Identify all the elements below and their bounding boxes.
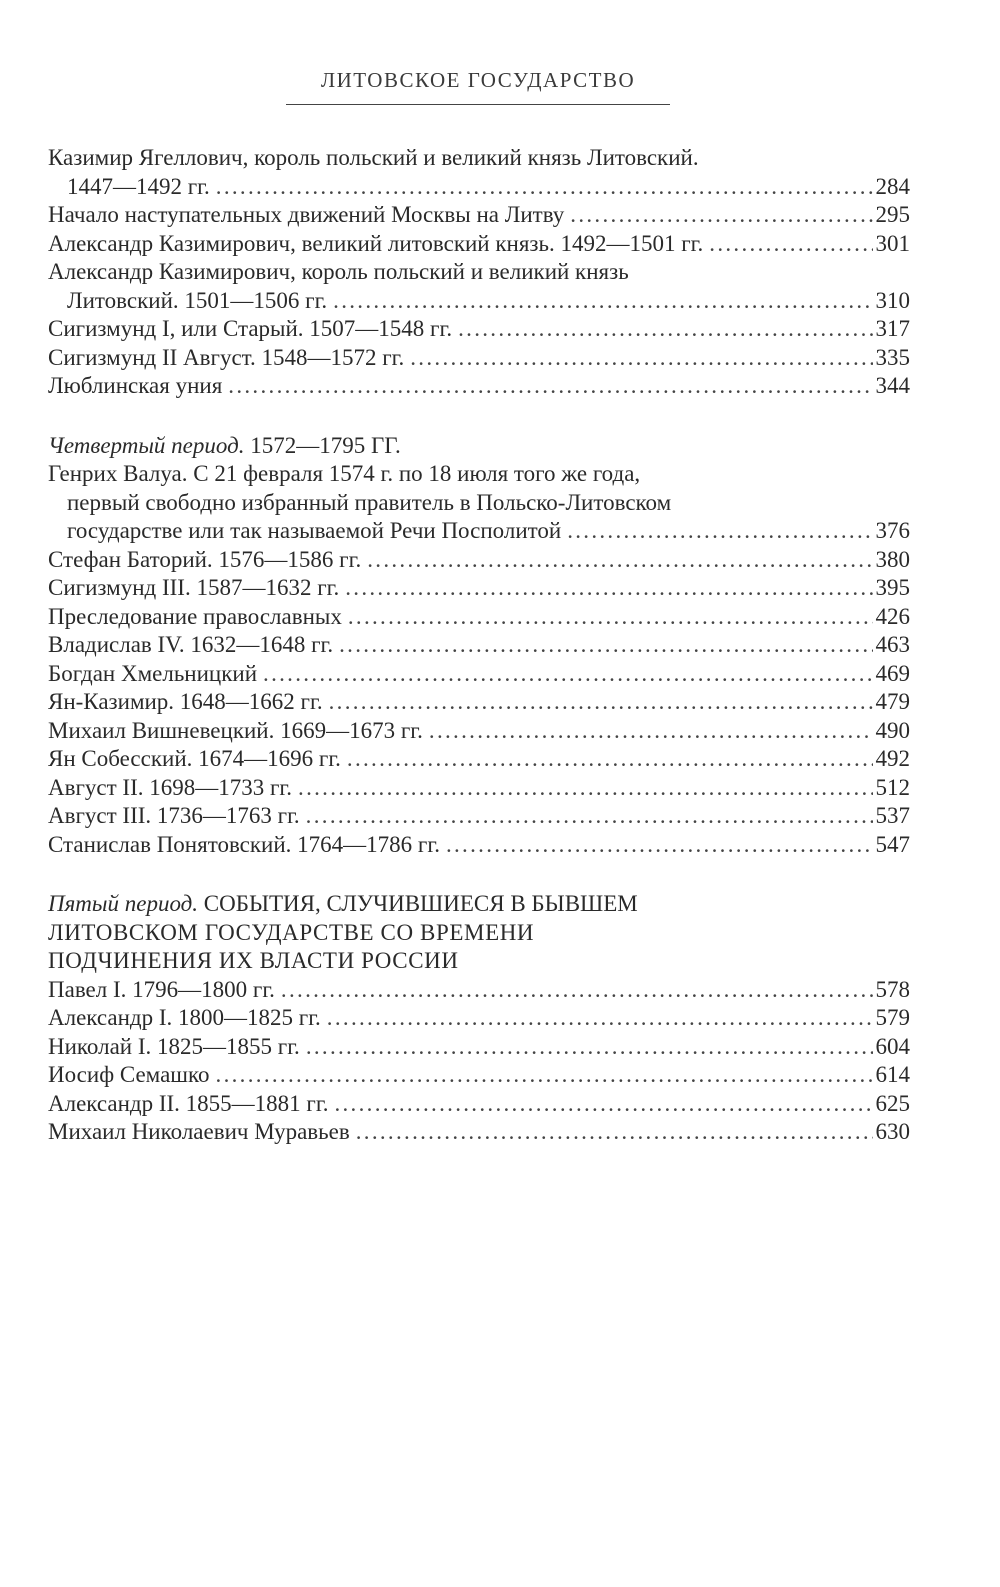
dot-leader: [263, 660, 872, 689]
dot-leader: [347, 745, 873, 774]
page-number: 630: [875, 1119, 910, 1144]
toc-entry[interactable]: [48, 745, 910, 774]
page-number: 376: [875, 518, 910, 543]
page-number: 579: [875, 1005, 910, 1030]
dot-leader: [367, 546, 872, 575]
dot-leader: [329, 688, 873, 717]
dot-leader: [429, 717, 873, 746]
toc-entry-text: Иосиф Семашко: [48, 1062, 210, 1087]
dot-leader: [339, 631, 872, 660]
toc-entry-text: 1447—1492 гг.: [67, 173, 210, 199]
toc-entry[interactable]: [48, 802, 910, 831]
toc-entry[interactable]: [48, 603, 910, 632]
dot-leader: [567, 517, 872, 546]
running-head-rule: [286, 104, 670, 105]
toc-entry-text: Сигизмунд I, или Старый. 1507—1548 гг.: [48, 316, 453, 341]
toc-entry[interactable]: [48, 230, 910, 259]
page-number: 614: [875, 1062, 910, 1087]
page-number: 547: [875, 831, 910, 857]
toc-entry-text: Михаил Вишневецкий. 1669—1673 гг.: [48, 717, 423, 743]
toc-entry-text: Александр Казимирович, великий литовский князь. 1492—1501 гг.: [48, 230, 704, 256]
page-number: 463: [875, 632, 910, 657]
page-number: 492: [875, 746, 910, 771]
toc-entry[interactable]: [48, 831, 910, 860]
toc-section-sec3: [48, 144, 910, 401]
toc-entry[interactable]: [48, 546, 910, 575]
dot-leader: [281, 976, 873, 1005]
toc-section-sec5: [48, 890, 910, 1147]
toc-entry[interactable]: [48, 201, 910, 230]
dot-leader: [306, 1033, 873, 1062]
toc-entry[interactable]: [48, 717, 910, 746]
page-number: 310: [875, 287, 910, 313]
section-heading: [48, 890, 910, 919]
toc-entry[interactable]: [48, 144, 910, 201]
toc-entry[interactable]: [48, 1118, 910, 1147]
toc-entry-text: Август III. 1736—1763 гг.: [48, 803, 300, 828]
page-number: 426: [875, 603, 910, 629]
toc-section-sec4: [48, 432, 910, 860]
toc-entry[interactable]: [48, 372, 910, 401]
toc-entry-text: Ян-Казимир. 1648—1662 гг.: [48, 689, 323, 714]
page-number: 295: [875, 202, 910, 227]
toc-entry[interactable]: [48, 688, 910, 717]
toc-entry[interactable]: [48, 1090, 910, 1119]
dot-leader: [356, 1118, 873, 1147]
page-number: 380: [875, 546, 910, 572]
toc-entry[interactable]: [48, 315, 910, 344]
toc-entry[interactable]: [48, 344, 910, 373]
dot-leader: [570, 201, 872, 230]
page-number: 284: [875, 173, 910, 199]
toc-entry-text: Михаил Николаевич Муравьев: [48, 1119, 350, 1144]
toc-entry-text: Начало наступательных движений Москвы на Литву: [48, 202, 565, 227]
dot-leader: [228, 372, 872, 401]
toc-entry-text: первый свободно избранный правитель в Польско-Литовском: [67, 489, 672, 515]
page-number: 479: [875, 689, 910, 714]
toc-entry-text: Станислав Понятовский. 1764—1786 гг.: [48, 831, 440, 857]
section-title-line: ПОДЧИНЕНИЯ ИХ ВЛАСТИ РОССИИ: [48, 948, 459, 973]
page-number: 344: [875, 373, 910, 398]
toc-entry-text: Генрих Валуа. С 21 февраля 1574 г. по 18 июля того же года,: [48, 461, 641, 486]
dot-leader: [446, 831, 873, 860]
toc-entry-text: Владислав IV. 1632—1648 гг.: [48, 632, 334, 657]
page-number: 490: [875, 717, 910, 743]
page-number: 395: [875, 575, 910, 600]
dot-leader: [345, 574, 872, 603]
dot-leader: [306, 802, 873, 831]
section-period-label: Пятый период.: [48, 891, 199, 916]
toc-entry-text: Ян Собесский. 1674—1696 гг.: [48, 746, 341, 771]
toc-entry[interactable]: [48, 1061, 910, 1090]
dot-leader: [298, 774, 872, 803]
toc-entry-text: Сигизмунд II Август. 1548—1572 гг.: [48, 344, 405, 370]
page-number: 625: [875, 1090, 910, 1116]
section-title: СОБЫТИЯ, СЛУЧИВШИЕСЯ В БЫВШЕМ: [198, 891, 638, 916]
dot-leader: [333, 287, 872, 316]
toc-entry-text: Александр II. 1855—1881 гг.: [48, 1090, 329, 1116]
toc-entry[interactable]: [48, 976, 910, 1005]
table-of-contents: [48, 144, 910, 1147]
toc-entry[interactable]: [48, 1033, 910, 1062]
dot-leader: [216, 173, 873, 202]
toc-entry-text: Люблинская уния: [48, 373, 223, 398]
toc-entry-text: Павел I. 1796—1800 гг.: [48, 976, 275, 1002]
toc-entry-text: Николай I. 1825—1855 гг.: [48, 1033, 300, 1059]
toc-entry[interactable]: [48, 774, 910, 803]
toc-entry-text: Стефан Баторий. 1576—1586 гг.: [48, 546, 362, 572]
page-number: 512: [875, 774, 910, 800]
toc-entry-text: Преследование православных: [48, 603, 342, 629]
toc-entry[interactable]: [48, 460, 910, 546]
toc-entry-text: государстве или так называемой Речи Посполитой: [67, 518, 562, 543]
toc-entry-text: Казимир Ягеллович, король польский и великий князь Литовский.: [48, 145, 699, 170]
dot-leader: [327, 1004, 873, 1033]
dot-leader: [216, 1061, 873, 1090]
toc-entry-text: Александр Казимирович, король польский и великий князь: [48, 259, 629, 284]
page-number: 604: [875, 1033, 910, 1059]
dot-leader: [410, 344, 872, 373]
toc-entry[interactable]: [48, 1004, 910, 1033]
page-number: 537: [875, 803, 910, 828]
toc-entry-text: Сигизмунд III. 1587—1632 гг.: [48, 575, 340, 600]
toc-entry[interactable]: [48, 660, 910, 689]
page-number: 578: [875, 976, 910, 1002]
dot-leader: [348, 603, 873, 632]
running-head: ЛИТОВСКОЕ ГОСУДАРСТВО: [320, 68, 636, 92]
page-number: 335: [875, 344, 910, 370]
toc-entry[interactable]: [48, 574, 910, 603]
dot-leader: [709, 230, 872, 259]
dot-leader: [334, 1090, 872, 1119]
page-number: 469: [875, 660, 910, 686]
section-title-line: ЛИТОВСКОМ ГОСУДАРСТВЕ СО ВРЕМЕНИ: [48, 919, 535, 945]
section-heading: [48, 432, 910, 461]
page-number: 301: [875, 230, 910, 256]
section-title: 1572—1795 ГГ.: [244, 432, 401, 458]
toc-entry-text: Август II. 1698—1733 гг.: [48, 774, 293, 800]
toc-entry-text: Литовский. 1501—1506 гг.: [67, 287, 328, 313]
toc-entry[interactable]: [48, 631, 910, 660]
section-period-label: Четвертый период.: [48, 432, 245, 458]
dot-leader: [458, 315, 872, 344]
toc-entry-text: Богдан Хмельницкий: [48, 660, 258, 686]
page-number: 317: [875, 316, 910, 341]
toc-entry[interactable]: [48, 258, 910, 315]
toc-entry-text: Александр I. 1800—1825 гг.: [48, 1005, 321, 1030]
